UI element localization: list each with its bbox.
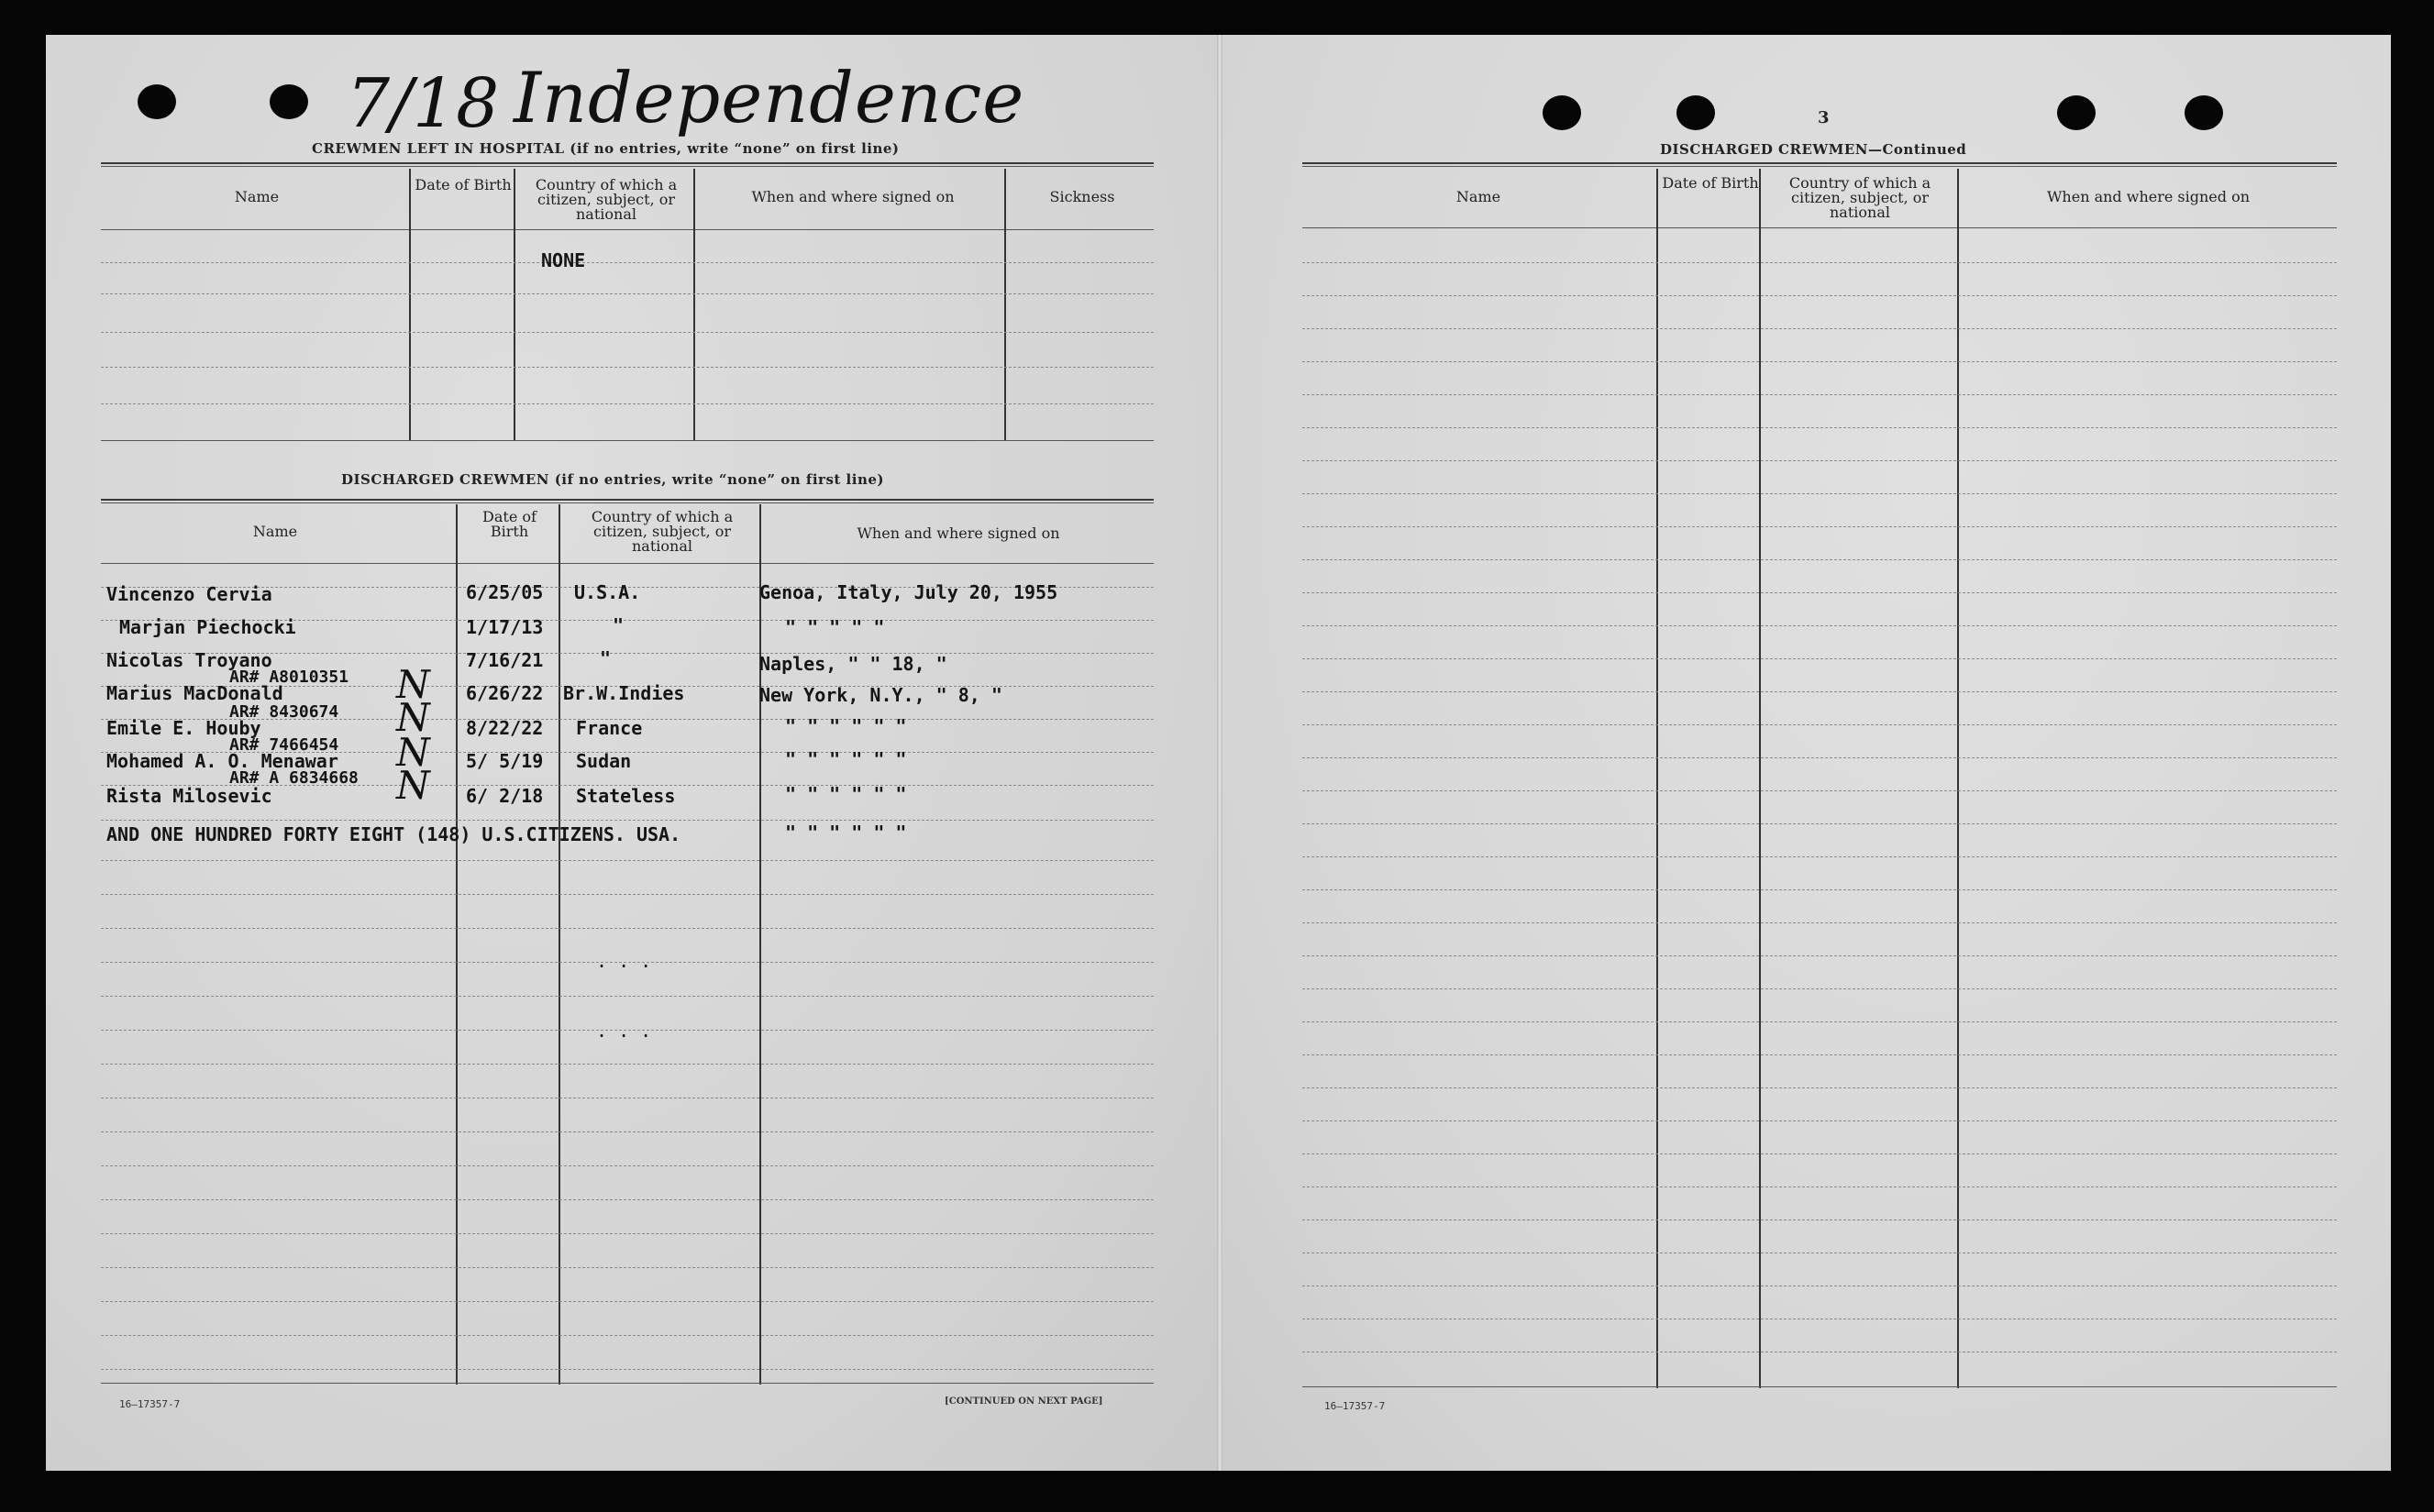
ruled-line bbox=[1302, 1087, 2337, 1088]
hospital-table-top-rule bbox=[101, 162, 1154, 164]
crew-signed: Genoa, Italy, July 20, 1955 bbox=[759, 581, 1058, 603]
ruled-line bbox=[1302, 427, 2337, 428]
page-number: 3 bbox=[1818, 108, 1830, 127]
ruled-line bbox=[1302, 1054, 2337, 1055]
ruled-line bbox=[1302, 592, 2337, 593]
hospital-table-bottom-rule bbox=[101, 440, 1154, 441]
hospital-header-name: Name bbox=[234, 188, 280, 205]
ruled-line bbox=[101, 1064, 1154, 1065]
discharged-col-divider bbox=[759, 504, 761, 1385]
right-header-dob: Date of Birth bbox=[1662, 174, 1759, 192]
ruled-line bbox=[101, 1131, 1154, 1132]
crew-dob: 7/16/21 bbox=[466, 649, 544, 671]
discharged-table-bottom-rule bbox=[101, 1383, 1154, 1384]
punch-hole bbox=[2057, 95, 2096, 130]
punch-hole bbox=[138, 84, 176, 119]
ruled-line bbox=[1302, 361, 2337, 362]
discharged-header-rule bbox=[101, 563, 1154, 564]
ruled-line bbox=[1302, 526, 2337, 527]
ruled-line bbox=[101, 332, 1154, 333]
punch-hole bbox=[1676, 95, 1715, 130]
crew-signed: " " " " " " bbox=[785, 748, 907, 770]
right-table-bottom-rule bbox=[1302, 1386, 2337, 1387]
crew-signed: " " " " " " bbox=[785, 783, 907, 805]
hospital-col-divider bbox=[514, 169, 515, 440]
crew-name: Rista Milosevic bbox=[106, 785, 272, 807]
ruled-line bbox=[101, 820, 1154, 821]
crew-name: Vincenzo Cervia bbox=[106, 583, 272, 605]
crew-country: " bbox=[600, 647, 612, 669]
ruled-line bbox=[1302, 625, 2337, 626]
crew-signed: Naples, " " 18, " bbox=[759, 653, 947, 675]
handwritten-date: 7/18 bbox=[347, 64, 500, 143]
crew-signed: " " " " " " bbox=[785, 715, 907, 737]
crew-summary: AND ONE HUNDRED FORTY EIGHT (148) U.S.CITIZENS. USA. bbox=[106, 823, 681, 845]
hospital-header-rule bbox=[101, 229, 1154, 230]
right-col-divider bbox=[1957, 169, 1959, 1388]
ruled-line bbox=[1302, 757, 2337, 758]
ruled-line bbox=[101, 403, 1154, 404]
dots-mark: . . . bbox=[596, 1020, 652, 1042]
crew-dob: 6/ 2/18 bbox=[466, 785, 544, 807]
ruled-line bbox=[101, 996, 1154, 997]
crew-signed: New York, N.Y., " 8, " bbox=[759, 684, 1002, 706]
crew-dob: 6/26/22 bbox=[466, 682, 544, 704]
hospital-header-signed: When and where signed on bbox=[751, 188, 955, 205]
crew-country: Stateless bbox=[576, 785, 676, 807]
ruled-line bbox=[1302, 1120, 2337, 1121]
ruled-line bbox=[1302, 262, 2337, 263]
crew-ar-number: AR# 7466454 bbox=[229, 735, 339, 755]
hospital-header-sickness: Sickness bbox=[1049, 188, 1115, 205]
crew-ar-number: AR# 8430674 bbox=[229, 702, 339, 722]
discharged-col-divider bbox=[456, 504, 458, 1385]
crew-dob: 1/17/13 bbox=[466, 616, 544, 638]
crew-country: France bbox=[576, 717, 643, 739]
ruled-line bbox=[101, 1335, 1154, 1336]
discharged-table-top-rule bbox=[101, 502, 1154, 503]
ruled-line bbox=[1302, 1021, 2337, 1022]
ruled-line bbox=[1302, 790, 2337, 791]
ruled-line bbox=[1302, 493, 2337, 494]
right-page bbox=[1220, 35, 2391, 1471]
right-col-divider bbox=[1656, 169, 1658, 1388]
ruled-line bbox=[1302, 922, 2337, 923]
ruled-line bbox=[101, 894, 1154, 895]
ruled-line bbox=[1302, 328, 2337, 329]
hospital-header-country: Country of which a citizen, subject, or national bbox=[535, 176, 678, 223]
crew-name: Nicolas Troyano bbox=[106, 649, 272, 671]
right-header-country: Country of which a citizen, subject, or national bbox=[1788, 174, 1931, 221]
ruled-line bbox=[101, 293, 1154, 294]
form-number-left: 16—17357-7 bbox=[119, 1398, 181, 1410]
hospital-col-divider bbox=[409, 169, 411, 440]
crew-signed: " " " " " bbox=[785, 616, 885, 638]
discharged-header-signed: When and where signed on bbox=[857, 524, 1060, 542]
continued-note: [CONTINUED ON NEXT PAGE] bbox=[945, 1396, 1103, 1407]
discharged-col-divider bbox=[559, 504, 560, 1385]
ruled-line bbox=[101, 1165, 1154, 1166]
form-number-right: 16—17357-7 bbox=[1324, 1400, 1386, 1412]
ruled-line bbox=[101, 1267, 1154, 1268]
ruled-line bbox=[1302, 889, 2337, 890]
check-mark: N bbox=[396, 662, 430, 707]
ruled-line bbox=[1302, 823, 2337, 824]
hospital-col-divider bbox=[1004, 169, 1006, 440]
check-mark: N bbox=[396, 695, 430, 740]
crew-name: Marjan Piechocki bbox=[119, 616, 296, 638]
discharged-header-name: Name bbox=[252, 523, 298, 540]
crew-country: U.S.A. bbox=[574, 581, 641, 603]
ruled-line bbox=[101, 1301, 1154, 1302]
crew-dob: 5/ 5/19 bbox=[466, 750, 544, 772]
ruled-line bbox=[1302, 1153, 2337, 1154]
handwritten-ship-name: Independence bbox=[514, 57, 1025, 138]
check-mark: N bbox=[396, 763, 430, 808]
crew-dob: 6/25/05 bbox=[466, 581, 544, 603]
right-header-name: Name bbox=[1455, 188, 1501, 205]
crew-name: Marius MacDonald bbox=[106, 682, 283, 704]
punch-hole bbox=[1543, 95, 1581, 130]
ruled-line bbox=[101, 367, 1154, 368]
right-header-signed: When and where signed on bbox=[2046, 188, 2251, 205]
ruled-line bbox=[101, 928, 1154, 929]
ruled-line bbox=[101, 1369, 1154, 1370]
crew-ar-number: AR# A 6834668 bbox=[229, 768, 359, 788]
right-header-rule bbox=[1302, 227, 2337, 228]
ruled-line bbox=[1302, 856, 2337, 857]
crew-dob: 8/22/22 bbox=[466, 717, 544, 739]
right-col-divider bbox=[1759, 169, 1761, 1388]
crew-country: " bbox=[613, 614, 625, 636]
hospital-entry-none: NONE bbox=[541, 249, 586, 271]
right-section-title: DISCHARGED CREWMEN—Continued bbox=[1660, 141, 1967, 158]
hospital-table-top-rule bbox=[101, 166, 1154, 167]
hospital-header-dob: Date of Birth bbox=[415, 176, 512, 193]
ruled-line bbox=[1302, 988, 2337, 989]
ruled-line bbox=[101, 860, 1154, 861]
ruled-line bbox=[1302, 559, 2337, 560]
ruled-line bbox=[101, 1233, 1154, 1234]
ruled-line bbox=[1302, 955, 2337, 956]
hospital-section-title: CREWMEN LEFT IN HOSPITAL (if no entries, write “none” on first line) bbox=[312, 140, 900, 157]
punch-hole bbox=[2185, 95, 2223, 130]
crew-country: Br.W.Indies bbox=[563, 682, 685, 704]
ruled-line bbox=[101, 262, 1154, 263]
discharged-header-dob: Date of Birth bbox=[482, 508, 537, 540]
ruled-line bbox=[1302, 394, 2337, 395]
right-table-top-rule bbox=[1302, 166, 2337, 167]
hospital-col-divider bbox=[693, 169, 695, 440]
ruled-line bbox=[1302, 658, 2337, 659]
discharged-table-top-rule bbox=[101, 499, 1154, 501]
ruled-line bbox=[101, 1199, 1154, 1200]
crew-summary-signed: " " " " " " bbox=[785, 822, 907, 844]
dots-mark: . . . bbox=[596, 950, 652, 972]
ruled-line bbox=[1302, 1186, 2337, 1187]
discharged-header-country: Country of which a citizen, subject, or national bbox=[591, 508, 734, 555]
discharged-section-title: DISCHARGED CREWMEN (if no entries, write “none” on first line) bbox=[341, 471, 884, 488]
crew-country: Sudan bbox=[576, 750, 632, 772]
check-mark: N bbox=[396, 730, 430, 775]
ruled-line bbox=[1302, 460, 2337, 461]
page-fold bbox=[1217, 35, 1223, 1471]
crew-name: Mohamed A. O. Menawar bbox=[106, 750, 338, 772]
ruled-line bbox=[1302, 691, 2337, 692]
ruled-line bbox=[1302, 295, 2337, 296]
punch-hole bbox=[270, 84, 308, 119]
crew-ar-number: AR# A8010351 bbox=[229, 668, 349, 687]
right-table-top-rule bbox=[1302, 162, 2337, 164]
ruled-line bbox=[1302, 724, 2337, 725]
crew-name: Emile E. Houby bbox=[106, 717, 261, 739]
